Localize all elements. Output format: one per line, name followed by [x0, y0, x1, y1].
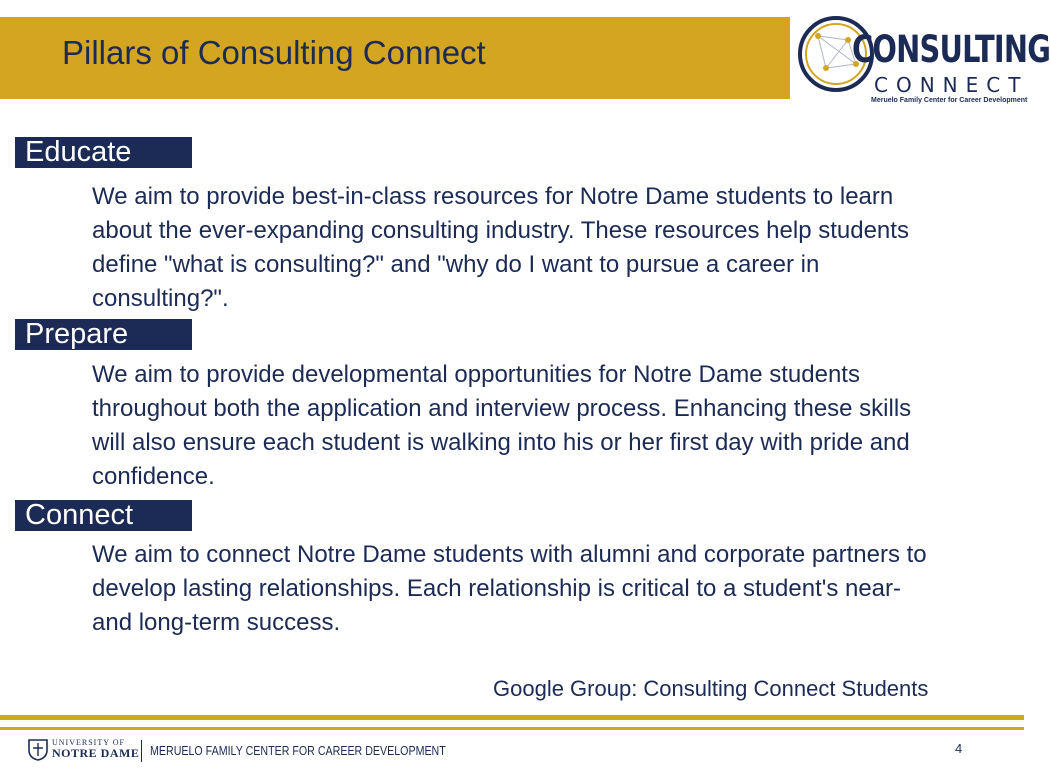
section-body-connect: We aim to connect Notre Dame students with alumni and corporate partners to develop lasting relationships. Each relationship is critical to a student's near- and long-term success. [92, 541, 927, 636]
logo-subword: CONNECT [874, 73, 1029, 97]
consulting-connect-logo [798, 10, 1050, 106]
section-body-prepare: We aim to provide developmental opportunities for Notre Dame students throughout both the application and interview process. Enhancing these skills will also ensure each student is walking into his or her first day with pride and confidence. [92, 361, 912, 490]
page-title: Pillars of Consulting Connect [62, 34, 486, 71]
footer-rule-thin [0, 727, 1024, 730]
google-group-note: Google Group: Consulting Connect Students [493, 676, 929, 701]
section-body-educate: We aim to provide best-in-class resources for Notre Dame students to learn about the ever-expanding consulting industry. These resources help students define "what is consulting?" and "why do I want to pursue a career in consulting?". [92, 183, 909, 312]
career-center-name: MERUELO FAMILY CENTER FOR CAREER DEVELOPMENT [150, 743, 446, 758]
section-label-prepare: Prepare [15, 319, 192, 350]
university-line-2: NOTRE DAME [52, 746, 140, 760]
footer-rule-thick [0, 715, 1024, 720]
logo-tagline: Meruelo Family Center for Career Development [871, 97, 1028, 104]
footer-divider [141, 740, 142, 762]
page-number: 4 [955, 741, 963, 756]
logo-wordmark: CONSULTING [852, 28, 1050, 71]
university-line-1: UNIVERSITY OF [52, 738, 125, 747]
university-crest-icon [28, 739, 48, 761]
section-label-educate: Educate [15, 137, 192, 168]
section-label-connect: Connect [15, 500, 192, 531]
